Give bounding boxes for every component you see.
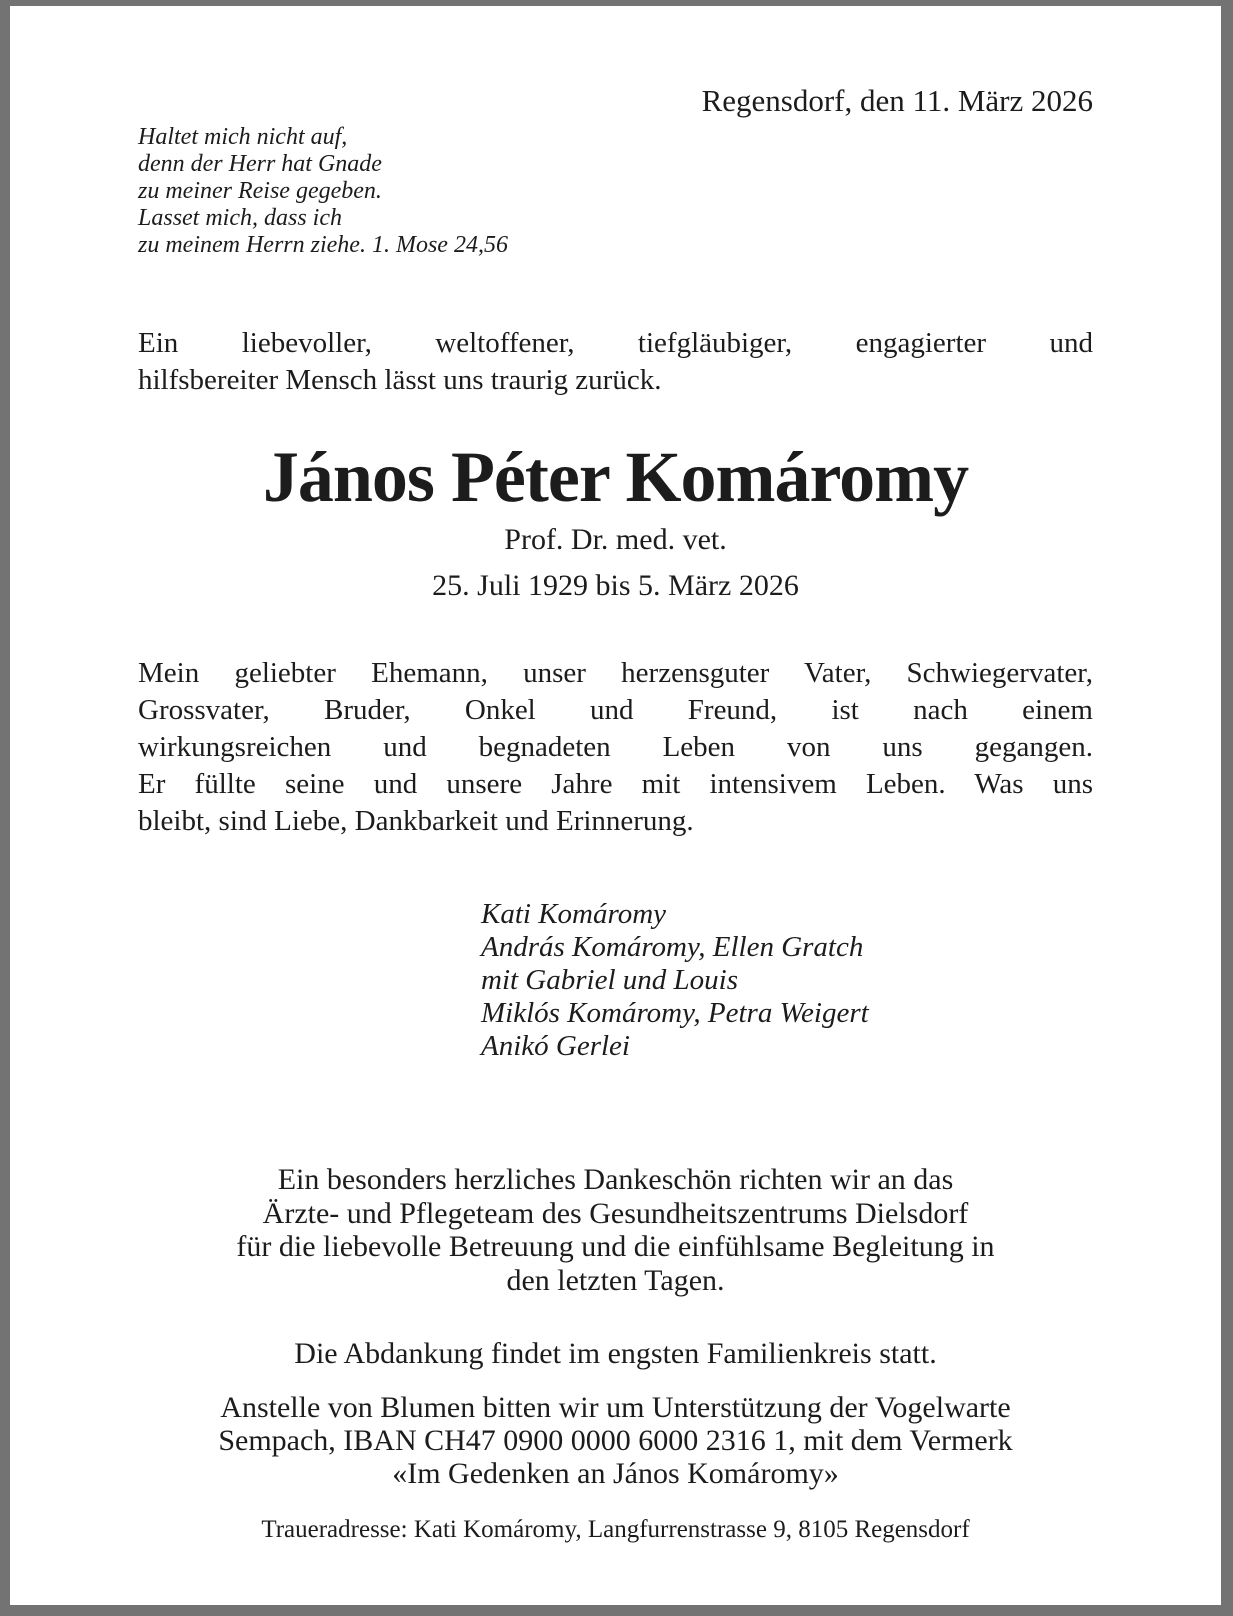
text-line: wirkungsreichen und begnadeten Leben von uns gegangen. <box>138 731 1093 763</box>
text-line: für die liebevolle Betreuung und die einfühlsame Begleitung in <box>236 1230 995 1263</box>
deceased-name-heading: János Péter Komáromy <box>262 437 969 517</box>
life-dates-line: 25. Juli 1929 bis 5. März 2026 <box>432 569 799 602</box>
text-line: hilfsbereiter Mensch lässt uns traurig zurück. <box>138 364 662 396</box>
obituary-page <box>10 6 1221 1605</box>
text-line: Lasset mich, dass ich <box>138 205 342 231</box>
text-line: Mein geliebter Ehemann, unser herzensguter Vater, Schwiegervater, <box>138 657 1093 689</box>
intro-paragraph <box>138 325 1093 399</box>
text-line: Anstelle von Blumen bitten wir um Unterstützung der Vogelwarte <box>220 1390 1011 1424</box>
text-line: denn der Herr hat Gnade <box>138 151 382 177</box>
deceased-academic-title: Prof. Dr. med. vet. <box>504 523 727 556</box>
place-and-date-line: Regensdorf, den 11. März 2026 <box>701 83 1093 118</box>
thanks-paragraph <box>138 1163 1093 1297</box>
text-line: Ärzte- und Pflegeteam des Gesundheitszentrums Dielsdorf <box>262 1196 969 1230</box>
text-line: den letzten Tagen. <box>506 1263 725 1297</box>
text-line: mit Gabriel und Louis <box>481 964 738 996</box>
mourners-list <box>481 898 1093 1063</box>
text-line: zu meiner Reise gegeben. <box>138 178 382 204</box>
bible-verse-block <box>138 124 1093 259</box>
donation-request-paragraph <box>138 1391 1093 1490</box>
text-line: Ein besonders herzliches Dankeschön richten wir an das <box>277 1163 954 1196</box>
text-line: Kati Komáromy <box>481 898 667 930</box>
main-obituary-paragraph <box>138 655 1093 840</box>
funeral-notice-line: Die Abdankung findet im engsten Familienkreis statt. <box>294 1337 937 1370</box>
text-line: Grossvater, Bruder, Onkel und Freund, ist nach einem <box>138 694 1093 726</box>
text-line: Haltet mich nicht auf, <box>138 124 348 150</box>
text-line: Miklós Komáromy, Petra Weigert <box>481 997 869 1029</box>
text-line: Ein liebevoller, weltoffener, tiefgläubiger, engagierter und <box>138 327 1093 359</box>
text-line: Sempach, IBAN CH47 0900 0000 6000 2316 1, mit dem Vermerk <box>218 1423 1013 1457</box>
text-line: «Im Gedenken an János Komáromy» <box>392 1456 839 1490</box>
text-line: bleibt, sind Liebe, Dankbarkeit und Erinnerung. <box>138 805 694 837</box>
text-line: András Komáromy, Ellen Gratch <box>481 931 864 963</box>
obituary-content <box>10 6 1221 1544</box>
text-line: zu meinem Herrn ziehe. 1. Mose 24,56 <box>138 232 508 258</box>
text-line: Anikó Gerlei <box>481 1030 630 1062</box>
mourning-address-line: Traueradresse: Kati Komáromy, Langfurrenstrasse 9, 8105 Regensdorf <box>261 1515 970 1543</box>
text-line: Er füllte seine und unsere Jahre mit intensivem Leben. Was uns <box>138 768 1093 800</box>
